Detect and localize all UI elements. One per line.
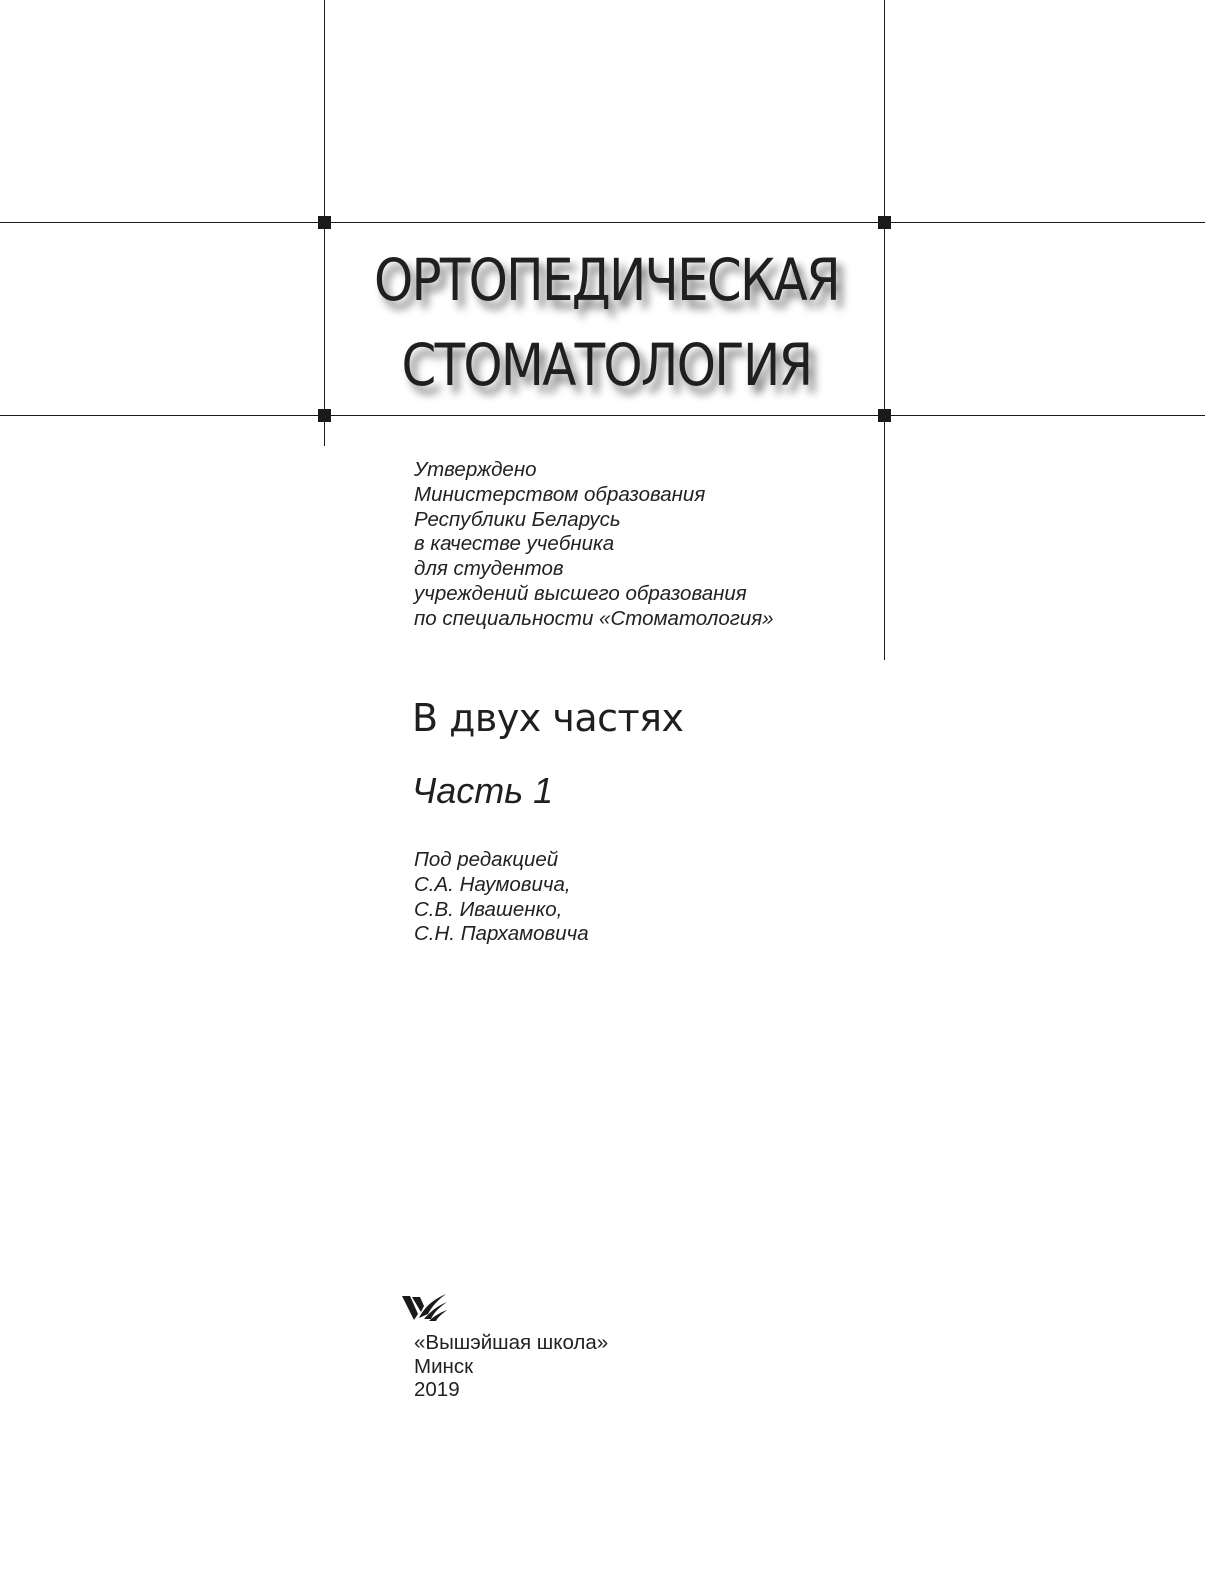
approval-line: Республики Беларусь [414,507,621,531]
publisher-city: Минск [414,1354,474,1378]
approval-line: для студентов [414,557,564,581]
frame-corner-bottom-left [318,409,331,422]
editors-line: С.В. Ивашенко, [414,897,563,921]
part-label: Часть 1 [412,770,554,811]
publication-year: 2019 [414,1378,460,1401]
frame-line-bottom [0,415,1205,416]
publisher-name: «Вышэйшая школа» [414,1331,609,1354]
frame-corner-bottom-right [878,409,891,422]
book-title-line-1: ОРТОПЕДИЧЕСКАЯ [373,246,840,314]
frame-line-right [884,0,885,660]
frame-corner-top-left [318,216,331,229]
publisher-block [414,1331,608,1402]
editors-block [414,848,589,947]
editors-line: С.А. Наумовича, [414,872,571,896]
approval-line: по специальности «Стоматология» [414,606,774,630]
frame-corner-top-right [878,216,891,229]
book-title-line-2: СТОМАТОЛОГИЯ [401,331,812,399]
approval-line: Министерством образования [414,482,706,506]
approval-line: в качестве учебника [414,532,615,556]
book-title [329,238,884,408]
editors-line: С.Н. Пархамовича [414,922,589,946]
parts-heading: В двух частях [412,696,684,740]
editors-line: Под редакцией [414,848,559,871]
frame-line-top [0,222,1205,223]
publisher-logo-icon [402,1292,448,1322]
approval-line: учреждений высшего образования [414,581,747,605]
approval-statement [414,458,774,632]
approval-line: Утверждено [414,458,537,481]
